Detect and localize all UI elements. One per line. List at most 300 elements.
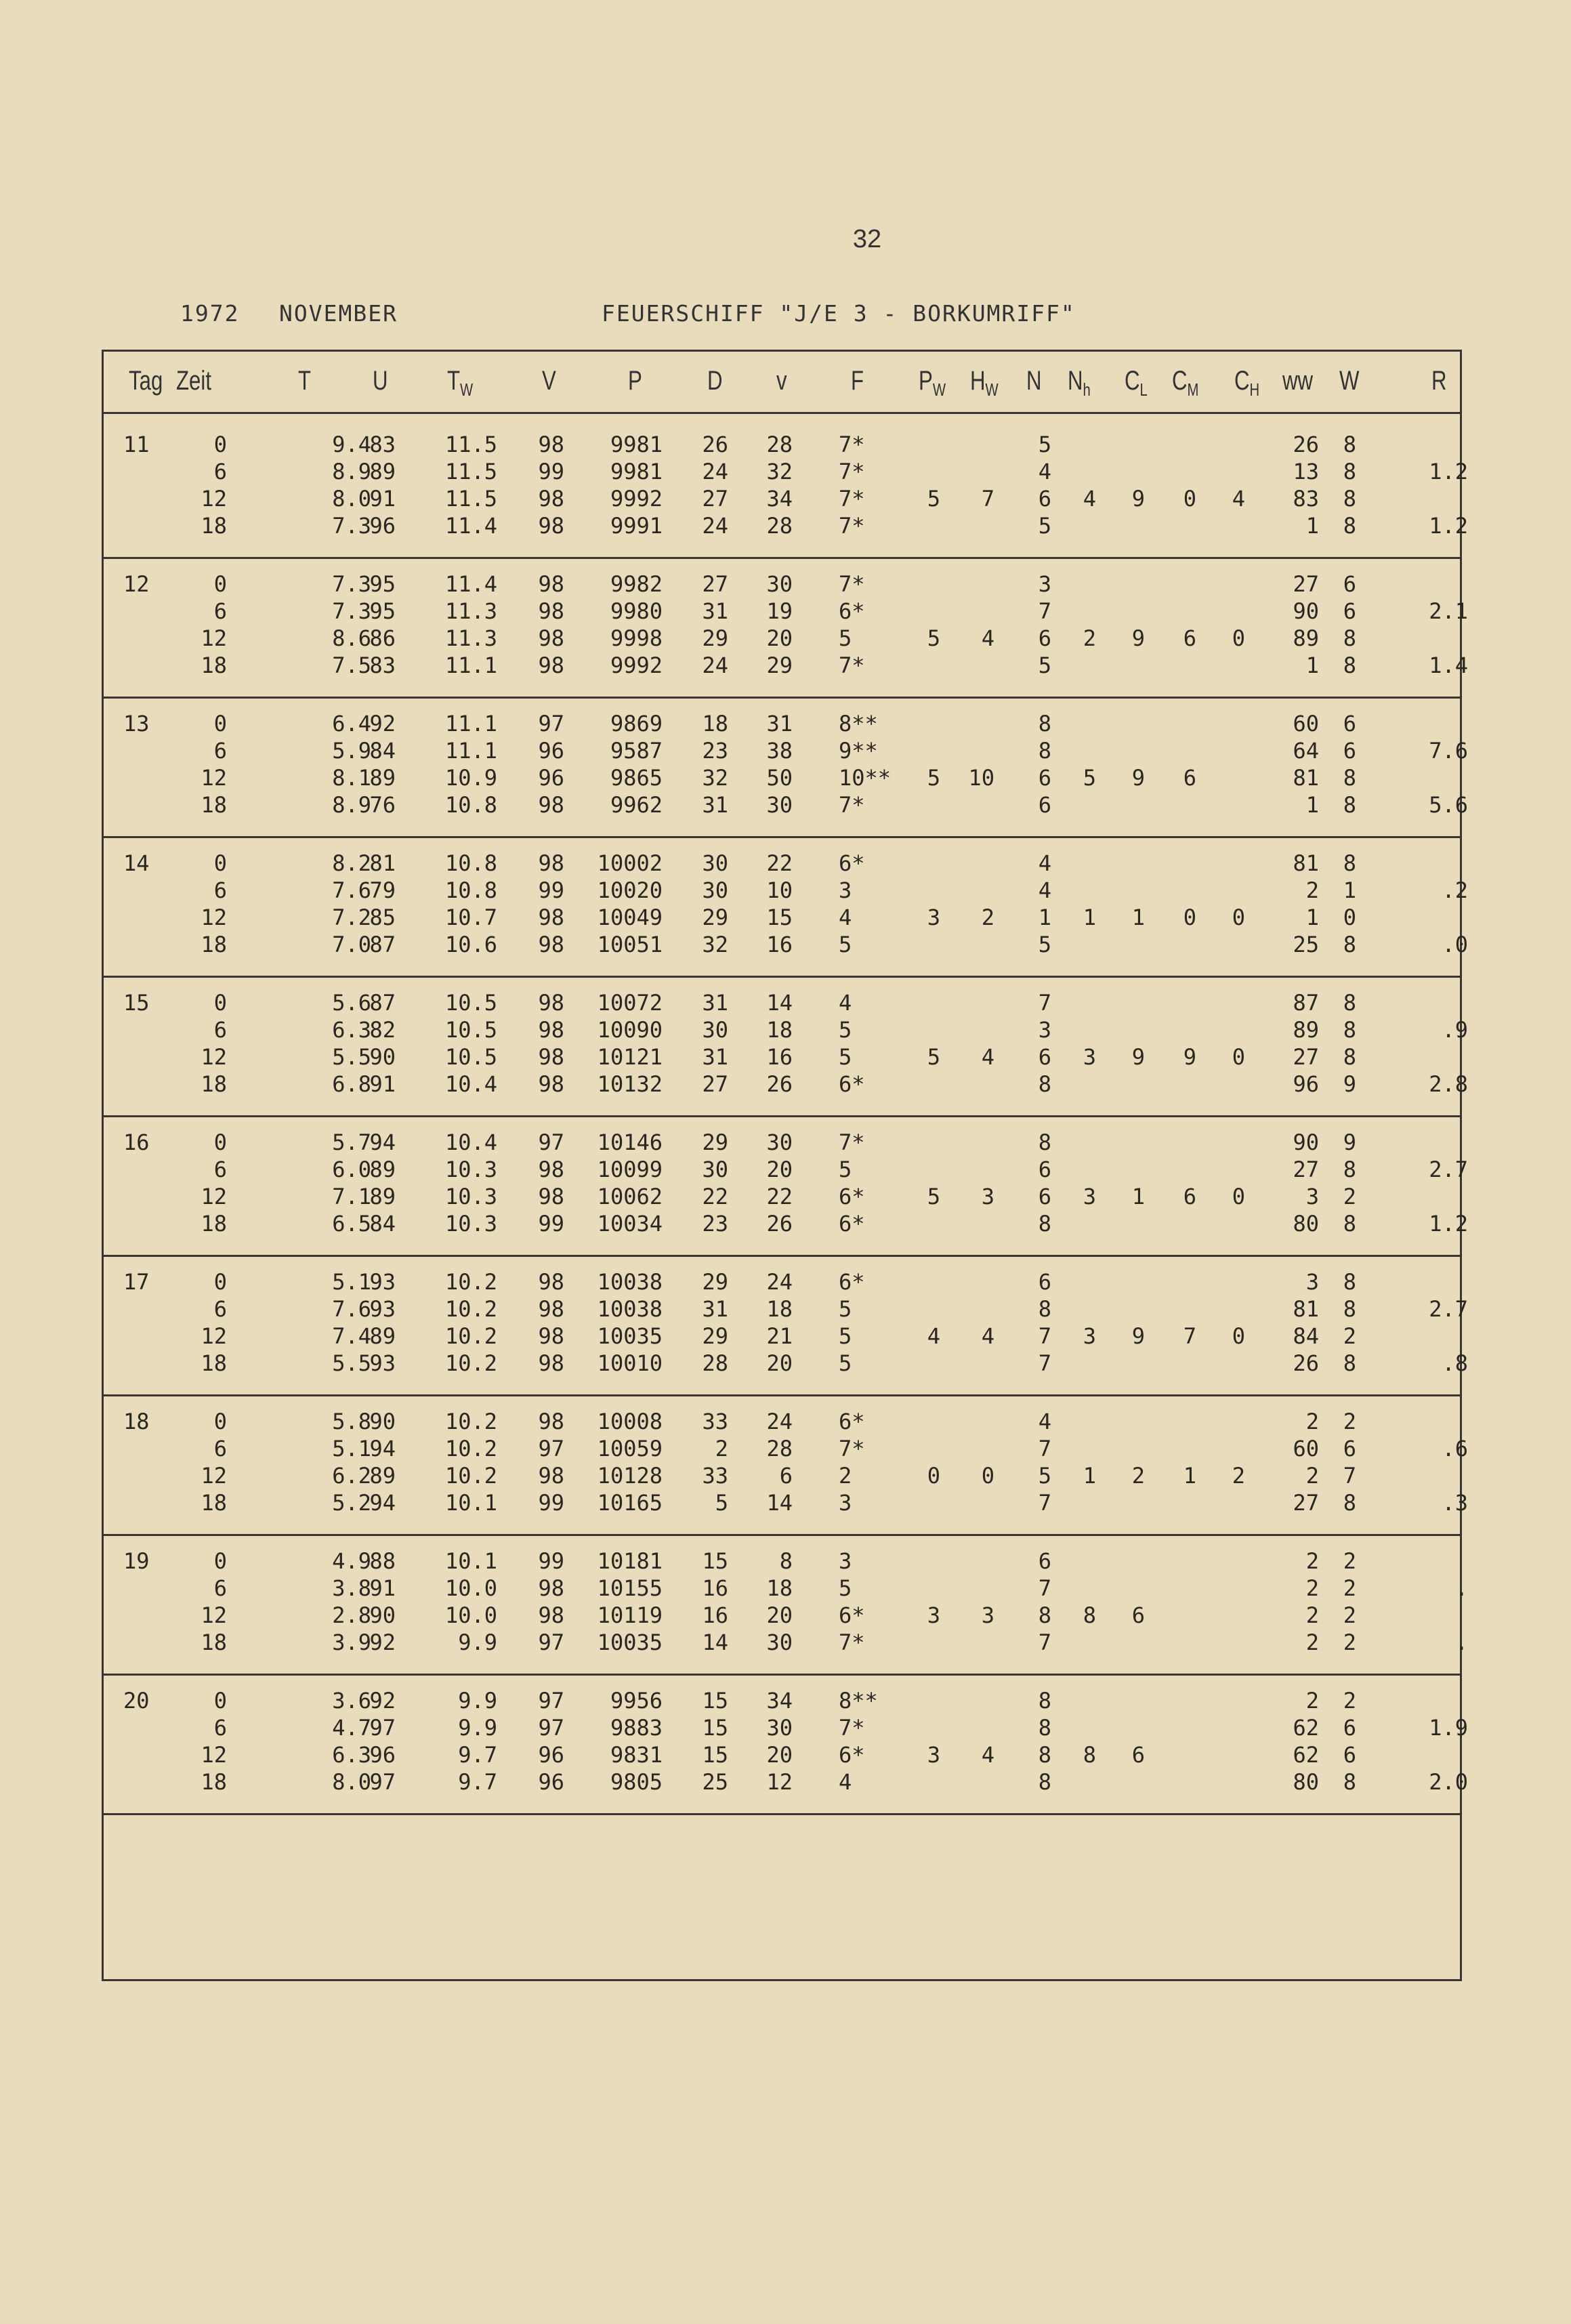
cell-d: 30 — [702, 1157, 728, 1182]
cell-ch: 0 — [1232, 625, 1245, 651]
cell-t: 6.8 — [332, 1071, 371, 1097]
cell-d: 29 — [702, 1129, 728, 1155]
cell-tw: 10.2 — [444, 1296, 497, 1322]
cell-ww: 81 — [1293, 1296, 1319, 1322]
cell-w: 8 — [1343, 1017, 1356, 1043]
cell-ww: 90 — [1293, 598, 1319, 624]
cell-t: 6.0 — [332, 1157, 371, 1182]
cell-vv: 30 — [766, 1129, 793, 1155]
cell-r: 1.2 — [1429, 459, 1468, 484]
cell-r: 1.2 — [1429, 513, 1468, 539]
cell-vv: 10 — [766, 877, 793, 903]
cell-w: 2 — [1343, 1688, 1356, 1714]
cell-w: 8 — [1343, 486, 1356, 512]
cell-t: 7.3 — [332, 513, 371, 539]
cell-ww: 60 — [1293, 711, 1319, 736]
cell-v: 98 — [538, 432, 564, 457]
cell-f: 5 — [839, 1323, 852, 1349]
cell-u: 79 — [369, 877, 396, 903]
cell-ww: 2 — [1305, 1409, 1319, 1434]
cell-ch: 0 — [1232, 1184, 1245, 1209]
cell-d: 14 — [702, 1630, 728, 1655]
cell-v: 98 — [538, 1157, 564, 1182]
cell-f: 5 — [839, 1575, 852, 1601]
cell-d: 30 — [702, 850, 728, 876]
cell-p: 10035 — [597, 1630, 663, 1655]
cell-ww: 60 — [1293, 1436, 1319, 1461]
cell-vv: 30 — [766, 1715, 793, 1741]
cell-t: 8.9 — [332, 459, 371, 484]
cell-p: 10035 — [597, 1323, 663, 1349]
cell-d: 30 — [702, 877, 728, 903]
cell-ww: 1 — [1305, 905, 1319, 930]
cell-ch: 4 — [1232, 486, 1245, 512]
cell-w: 6 — [1343, 711, 1356, 736]
cell-u: 89 — [369, 1184, 396, 1209]
cell-ww: 1 — [1305, 513, 1319, 539]
cell-ww: 83 — [1293, 486, 1319, 512]
cell-v: 99 — [538, 1548, 564, 1574]
cell-cl: 1 — [1131, 1184, 1145, 1209]
cell-w: 8 — [1343, 1211, 1356, 1237]
cell-cm: 6 — [1183, 765, 1196, 791]
cell-w: 8 — [1343, 432, 1356, 457]
cell-u: 87 — [369, 990, 396, 1016]
cell-p: 10034 — [597, 1211, 663, 1237]
cell-f: 7* — [839, 1715, 865, 1741]
cell-pw: 5 — [927, 625, 940, 651]
cell-t: 5.8 — [332, 1409, 371, 1434]
cell-pw: 5 — [927, 765, 940, 791]
cell-w: 8 — [1343, 850, 1356, 876]
day-tag: 14 — [123, 850, 150, 876]
cell-ww: 89 — [1293, 1017, 1319, 1043]
cell-cm: 6 — [1183, 1184, 1196, 1209]
cell-vv: 31 — [766, 711, 793, 736]
cell-u: 89 — [369, 1323, 396, 1349]
cell-pw: 4 — [927, 1323, 940, 1349]
cell-zeit: 12 — [201, 486, 227, 512]
cell-nh: 8 — [1083, 1742, 1096, 1768]
cell-t: 5.1 — [332, 1436, 371, 1461]
cell-w: 6 — [1343, 738, 1356, 764]
cell-p: 10165 — [597, 1490, 663, 1516]
cell-tw: 9.7 — [458, 1742, 497, 1768]
cell-ww: 27 — [1293, 1490, 1319, 1516]
col-head-n: N — [1026, 366, 1042, 396]
cell-r: .9 — [1442, 1017, 1468, 1043]
cell-ch: 0 — [1232, 905, 1245, 930]
cell-tw: 10.2 — [444, 1323, 497, 1349]
cell-r: . — [1454, 1575, 1468, 1601]
cell-vv: 26 — [766, 1071, 793, 1097]
cell-t: 5.5 — [332, 1350, 371, 1376]
col-head-cm: $C_M$ — [1172, 366, 1199, 400]
cell-zeit: 6 — [213, 1017, 227, 1043]
cell-vv: 24 — [766, 1409, 793, 1434]
cell-n: 7 — [1038, 1436, 1051, 1461]
cell-w: 9 — [1343, 1129, 1356, 1155]
cell-t: 7.6 — [332, 1296, 371, 1322]
cell-nh: 4 — [1083, 486, 1096, 512]
cell-v: 98 — [538, 850, 564, 876]
col-head-t: T — [298, 366, 312, 396]
cell-cl: 9 — [1131, 1323, 1145, 1349]
cell-ww: 2 — [1305, 1575, 1319, 1601]
cell-u: 93 — [369, 1269, 396, 1295]
cell-d: 15 — [702, 1742, 728, 1768]
cell-f: 7* — [839, 459, 865, 484]
cell-f: 3 — [839, 877, 852, 903]
cell-zeit: 6 — [213, 1575, 227, 1601]
col-head-f: F — [851, 366, 864, 396]
cell-n: 8 — [1038, 1602, 1051, 1628]
cell-d: 27 — [702, 486, 728, 512]
cell-ww: 80 — [1293, 1769, 1319, 1795]
cell-f: 7* — [839, 1630, 865, 1655]
cell-cm: 1 — [1183, 1463, 1196, 1489]
cell-w: 7 — [1343, 1463, 1356, 1489]
cell-zeit: 18 — [201, 932, 227, 957]
cell-n: 8 — [1038, 1769, 1051, 1795]
cell-zeit: 6 — [213, 877, 227, 903]
cell-v: 98 — [538, 1296, 564, 1322]
cell-t: 7.2 — [332, 905, 371, 930]
cell-vv: 12 — [766, 1769, 793, 1795]
cell-nh: 8 — [1083, 1602, 1096, 1628]
col-head-p: P — [628, 366, 642, 396]
cell-f: 2 — [839, 1463, 852, 1489]
cell-w: 8 — [1343, 513, 1356, 539]
cell-hw: 4 — [981, 1742, 994, 1768]
cell-zeit: 6 — [213, 1157, 227, 1182]
cell-f: 3 — [839, 1490, 852, 1516]
cell-cm: 0 — [1183, 486, 1196, 512]
cell-zeit: 6 — [213, 1296, 227, 1322]
cell-t: 4.7 — [332, 1715, 371, 1741]
cell-d: 33 — [702, 1463, 728, 1489]
cell-zeit: 6 — [213, 738, 227, 764]
cell-r: 1.4 — [1429, 652, 1468, 678]
cell-f: 5 — [839, 1296, 852, 1322]
cell-hw: 7 — [981, 486, 994, 512]
cell-tw: 10.4 — [444, 1071, 497, 1097]
cell-d: 32 — [702, 765, 728, 791]
cell-zeit: 0 — [213, 571, 227, 597]
cell-vv: 21 — [766, 1323, 793, 1349]
cell-w: 6 — [1343, 1436, 1356, 1461]
day-separator-rule — [102, 836, 1462, 838]
cell-f: 6* — [839, 1211, 865, 1237]
cell-u: 90 — [369, 1409, 396, 1434]
cell-v: 98 — [538, 625, 564, 651]
cell-v: 97 — [538, 711, 564, 736]
cell-t: 8.2 — [332, 850, 371, 876]
cell-n: 6 — [1038, 765, 1051, 791]
cell-f: 4 — [839, 990, 852, 1016]
cell-zeit: 12 — [201, 1742, 227, 1768]
cell-w: 8 — [1343, 1044, 1356, 1070]
cell-cl: 9 — [1131, 486, 1145, 512]
day-separator-rule — [102, 976, 1462, 978]
cell-w: 8 — [1343, 1490, 1356, 1516]
cell-tw: 10.1 — [444, 1490, 497, 1516]
cell-t: 7.3 — [332, 598, 371, 624]
cell-w: 8 — [1343, 765, 1356, 791]
cell-pw: 0 — [927, 1463, 940, 1489]
cell-f: 7* — [839, 652, 865, 678]
cell-zeit: 0 — [213, 1269, 227, 1295]
cell-d: 24 — [702, 652, 728, 678]
day-tag: 15 — [123, 990, 150, 1016]
cell-n: 3 — [1038, 571, 1051, 597]
cell-d: 32 — [702, 932, 728, 957]
cell-d: 18 — [702, 711, 728, 736]
cell-p: 10049 — [597, 905, 663, 930]
cell-cl: 2 — [1131, 1463, 1145, 1489]
cell-tw: 11.3 — [444, 625, 497, 651]
cell-zeit: 12 — [201, 1323, 227, 1349]
cell-vv: 19 — [766, 598, 793, 624]
cell-u: 86 — [369, 625, 396, 651]
cell-d: 15 — [702, 1688, 728, 1714]
cell-p: 10010 — [597, 1350, 663, 1376]
cell-zeit: 12 — [201, 625, 227, 651]
cell-vv: 18 — [766, 1017, 793, 1043]
cell-f: 7* — [839, 432, 865, 457]
cell-n: 7 — [1038, 1630, 1051, 1655]
cell-tw: 11.5 — [444, 432, 497, 457]
cell-zeit: 6 — [213, 1715, 227, 1741]
cell-t: 8.0 — [332, 1769, 371, 1795]
cell-f: 5 — [839, 1017, 852, 1043]
cell-d: 16 — [702, 1602, 728, 1628]
cell-vv: 38 — [766, 738, 793, 764]
header-month: NOVEMBER — [279, 300, 398, 327]
cell-cl: 6 — [1131, 1742, 1145, 1768]
cell-n: 7 — [1038, 1350, 1051, 1376]
cell-tw: 10.0 — [444, 1602, 497, 1628]
cell-zeit: 18 — [201, 1211, 227, 1237]
cell-v: 97 — [538, 1129, 564, 1155]
cell-t: 6.3 — [332, 1017, 371, 1043]
cell-n: 8 — [1038, 1742, 1051, 1768]
cell-vv: 16 — [766, 1044, 793, 1070]
cell-p: 10128 — [597, 1463, 663, 1489]
cell-vv: 18 — [766, 1296, 793, 1322]
cell-zeit: 0 — [213, 1409, 227, 1434]
cell-w: 8 — [1343, 932, 1356, 957]
cell-u: 90 — [369, 1602, 396, 1628]
cell-pw: 3 — [927, 1602, 940, 1628]
cell-n: 4 — [1038, 1409, 1051, 1434]
cell-u: 92 — [369, 1688, 396, 1714]
cell-w: 2 — [1343, 1184, 1356, 1209]
cell-ww: 62 — [1293, 1742, 1319, 1768]
cell-hw: 10 — [968, 765, 994, 791]
cell-ww: 62 — [1293, 1715, 1319, 1741]
cell-ww: 1 — [1305, 792, 1319, 818]
cell-p: 10002 — [597, 850, 663, 876]
cell-v: 98 — [538, 1323, 564, 1349]
cell-hw: 2 — [981, 905, 994, 930]
cell-p: 10099 — [597, 1157, 663, 1182]
cell-w: 2 — [1343, 1575, 1356, 1601]
cell-tw: 11.1 — [444, 652, 497, 678]
cell-zeit: 18 — [201, 1350, 227, 1376]
cell-p: 9869 — [610, 711, 663, 736]
cell-tw: 10.8 — [444, 792, 497, 818]
cell-w: 8 — [1343, 1157, 1356, 1182]
cell-f: 6* — [839, 850, 865, 876]
cell-tw: 10.6 — [444, 932, 497, 957]
col-head-cl: $C_L$ — [1125, 366, 1148, 400]
cell-vv: 24 — [766, 1269, 793, 1295]
cell-p: 10020 — [597, 877, 663, 903]
cell-tw: 11.3 — [444, 598, 497, 624]
cell-vv: 30 — [766, 1630, 793, 1655]
cell-p: 10146 — [597, 1129, 663, 1155]
cell-t: 9.4 — [332, 432, 371, 457]
cell-vv: 20 — [766, 1602, 793, 1628]
cell-f: 4 — [839, 905, 852, 930]
cell-u: 92 — [369, 711, 396, 736]
cell-f: 7* — [839, 571, 865, 597]
cell-n: 6 — [1038, 1044, 1051, 1070]
cell-p: 9981 — [610, 432, 663, 457]
cell-zeit: 18 — [201, 1490, 227, 1516]
cell-d: 2 — [715, 1436, 728, 1461]
cell-vv: 22 — [766, 1184, 793, 1209]
cell-v: 98 — [538, 1409, 564, 1434]
cell-t: 4.9 — [332, 1548, 371, 1574]
cell-ww: 87 — [1293, 990, 1319, 1016]
cell-n: 5 — [1038, 432, 1051, 457]
cell-d: 29 — [702, 1323, 728, 1349]
cell-ww: 2 — [1305, 1548, 1319, 1574]
cell-v: 98 — [538, 1071, 564, 1097]
cell-n: 6 — [1038, 1548, 1051, 1574]
cell-u: 94 — [369, 1490, 396, 1516]
cell-vv: 14 — [766, 1490, 793, 1516]
cell-cl: 9 — [1131, 625, 1145, 651]
cell-tw: 9.7 — [458, 1769, 497, 1795]
col-head-tw: $T_W$ — [447, 366, 474, 400]
cell-vv: 26 — [766, 1211, 793, 1237]
cell-zeit: 0 — [213, 1129, 227, 1155]
cell-d: 25 — [702, 1769, 728, 1795]
col-head-ch: $C_H$ — [1234, 366, 1260, 400]
cell-w: 8 — [1343, 1269, 1356, 1295]
cell-cm: 6 — [1183, 625, 1196, 651]
cell-t: 7.3 — [332, 571, 371, 597]
cell-tw: 11.4 — [444, 513, 497, 539]
cell-u: 97 — [369, 1715, 396, 1741]
cell-f: 3 — [839, 1548, 852, 1574]
cell-vv: 30 — [766, 571, 793, 597]
cell-w: 8 — [1343, 1296, 1356, 1322]
cell-p: 9992 — [610, 486, 663, 512]
cell-f: 6* — [839, 1269, 865, 1295]
cell-v: 98 — [538, 932, 564, 957]
cell-w: 2 — [1343, 1630, 1356, 1655]
cell-p: 9998 — [610, 625, 663, 651]
page-number: 32 — [852, 225, 882, 253]
cell-r: .0 — [1442, 932, 1468, 957]
cell-t: 3.9 — [332, 1630, 371, 1655]
cell-ww: 26 — [1293, 1350, 1319, 1376]
header-ship: FEUERSCHIFF "J/E 3 - BORKUMRIFF" — [602, 300, 1076, 327]
cell-f: 8** — [839, 711, 878, 736]
cell-zeit: 18 — [201, 1071, 227, 1097]
cell-r: 2.7 — [1429, 1296, 1468, 1322]
cell-tw: 10.8 — [444, 850, 497, 876]
cell-u: 82 — [369, 1017, 396, 1043]
cell-n: 8 — [1038, 1688, 1051, 1714]
cell-p: 9956 — [610, 1688, 663, 1714]
cell-d: 31 — [702, 990, 728, 1016]
cell-r: 2.8 — [1429, 1071, 1468, 1097]
cell-f: 5 — [839, 625, 852, 651]
cell-d: 31 — [702, 598, 728, 624]
cell-tw: 10.5 — [444, 1017, 497, 1043]
cell-u: 91 — [369, 1071, 396, 1097]
cell-tw: 10.9 — [444, 765, 497, 791]
cell-tw: 10.8 — [444, 877, 497, 903]
cell-d: 24 — [702, 459, 728, 484]
cell-zeit: 12 — [201, 1602, 227, 1628]
cell-d: 27 — [702, 1071, 728, 1097]
col-head-pw: $P_W$ — [919, 366, 946, 400]
cell-u: 94 — [369, 1129, 396, 1155]
cell-d: 31 — [702, 1296, 728, 1322]
cell-v: 98 — [538, 652, 564, 678]
cell-t: 8.6 — [332, 625, 371, 651]
cell-zeit: 0 — [213, 1688, 227, 1714]
cell-zeit: 12 — [201, 765, 227, 791]
cell-v: 98 — [538, 486, 564, 512]
col-head-ww: ww — [1282, 366, 1314, 396]
cell-vv: 15 — [766, 905, 793, 930]
cell-ww: 26 — [1293, 432, 1319, 457]
cell-v: 96 — [538, 738, 564, 764]
cell-vv: 16 — [766, 932, 793, 957]
cell-n: 7 — [1038, 1323, 1051, 1349]
cell-n: 6 — [1038, 1269, 1051, 1295]
cell-v: 97 — [538, 1436, 564, 1461]
cell-tw: 11.5 — [444, 486, 497, 512]
cell-d: 22 — [702, 1184, 728, 1209]
cell-tw: 10.0 — [444, 1575, 497, 1601]
cell-t: 8.0 — [332, 486, 371, 512]
cell-d: 29 — [702, 905, 728, 930]
cell-cm: 0 — [1183, 905, 1196, 930]
day-tag: 17 — [123, 1269, 150, 1295]
col-head-u: U — [373, 366, 388, 396]
cell-d: 29 — [702, 625, 728, 651]
cell-ww: 25 — [1293, 932, 1319, 957]
cell-n: 6 — [1038, 1157, 1051, 1182]
cell-p: 10051 — [597, 932, 663, 957]
cell-vv: 22 — [766, 850, 793, 876]
cell-vv: 18 — [766, 1575, 793, 1601]
cell-r: 2.7 — [1429, 1157, 1468, 1182]
cell-w: 8 — [1343, 1769, 1356, 1795]
cell-v: 98 — [538, 1575, 564, 1601]
cell-ww: 3 — [1305, 1269, 1319, 1295]
cell-nh: 3 — [1083, 1323, 1096, 1349]
cell-f: 10** — [839, 765, 892, 791]
